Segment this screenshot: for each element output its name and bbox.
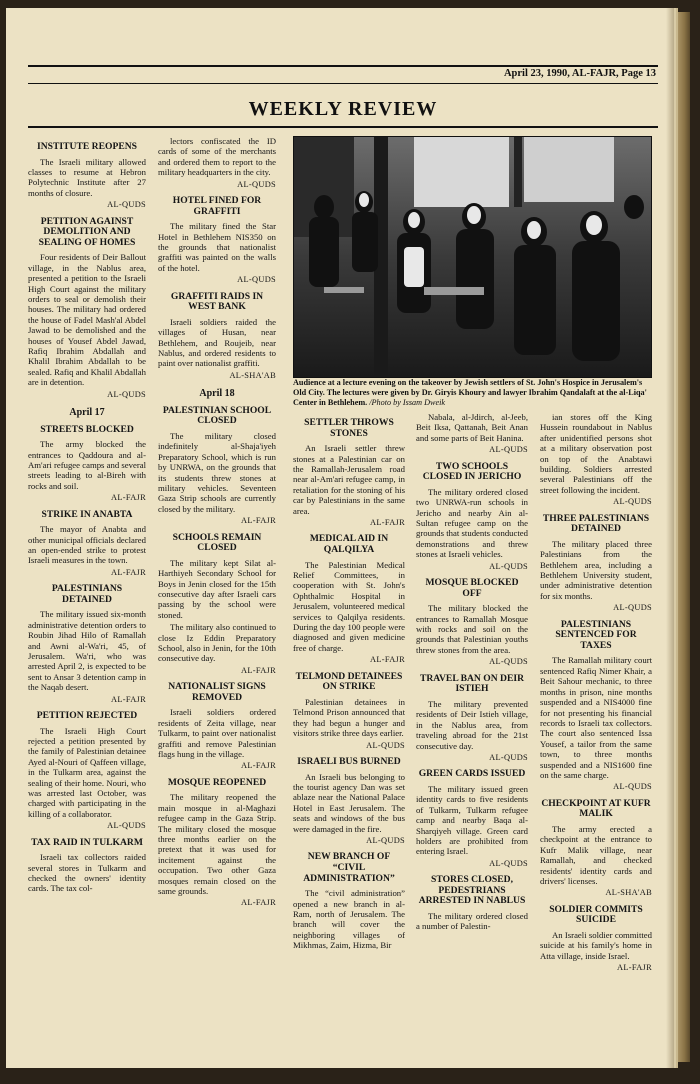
source-credit: AL-QUDS bbox=[366, 740, 405, 750]
article-text: Israeli tax collectors raided several stores in Tulkarm and checked the owners' identity cards. The tax col- bbox=[28, 852, 146, 894]
news-item bbox=[540, 412, 652, 508]
source-credit: AL-FAJR bbox=[111, 493, 146, 503]
source-credit: AL-QUDS bbox=[613, 782, 652, 792]
news-item bbox=[540, 620, 652, 793]
source-credit: AL-QUDS bbox=[366, 835, 405, 845]
source-credit: AL-QUDS bbox=[613, 497, 652, 507]
source-credit: AL-SHA'AB bbox=[605, 888, 652, 898]
lecture-photo bbox=[293, 136, 652, 378]
article-text: The army erected a checkpoint at the entrance to Kufr Malik village, near Ramallah, and checked residents' identity cards and drivers' licenses. bbox=[540, 823, 652, 886]
article-text: The army blocked the entrances to Qaddoura and al-Am'ari refugee camps and several streets leading to al-Bireh with rocks and soil. bbox=[28, 439, 146, 491]
news-item bbox=[28, 711, 146, 832]
news-item bbox=[416, 875, 528, 932]
article-text: An Israeli settler threw stones at a Palestinian car on the Ramallah-Jerusalem road near al-Am'ari refugee camp, in retaliation for the stoning of his car by Palestinians in the same area. bbox=[293, 443, 405, 516]
news-item bbox=[540, 514, 652, 614]
section-title: WEEKLY REVIEW bbox=[248, 98, 438, 120]
news-item bbox=[158, 778, 276, 909]
source-credit: AL-QUDS bbox=[107, 821, 146, 831]
news-item bbox=[293, 852, 405, 950]
news-item bbox=[28, 217, 146, 400]
source-credit: AL-QUDS bbox=[489, 752, 528, 762]
caption-text: Audience at a lecture evening on the takeover by Jewish settlers of St. John's Hospice in Jerusalem's Old City. The lectures were given by Dr. Giryis Khoury and lawyer Ibrahim Qandalaft at the al-Liqa' Center in Bethlehem. bbox=[293, 378, 647, 407]
article-text: The military reopened the main mosque in al-Maghazi refugee camp in the Gaza Strip. The military closed the mosque three months earlier on the pretext that it was used for incitement against the occupation. Two other Gaza mosques remain closed on the same grounds. bbox=[158, 792, 276, 897]
page-header: April 23, 1990, AL-FAJR, Page 13 bbox=[503, 68, 656, 79]
headline: GREEN CARDS ISSUED bbox=[418, 768, 526, 780]
headline: TELMOND DETAINEES ON STRIKE bbox=[295, 670, 403, 693]
news-item bbox=[158, 196, 276, 286]
source-credit: AL-QUDS bbox=[489, 858, 528, 868]
news-item bbox=[416, 769, 528, 869]
article-text: The mayor of Anabta and other municipal officials declared an open-ended strike to protest Israeli measures in the town. bbox=[28, 524, 146, 566]
headline: TWO SCHOOLS CLOSED IN JERICHO bbox=[422, 460, 522, 483]
newspaper-page bbox=[6, 8, 674, 1068]
source-credit: AL-FAJR bbox=[241, 516, 276, 526]
article-text: An Israeli soldier committed suicide at his family's home in Atta village, inside Israel. bbox=[540, 929, 652, 961]
top-rule bbox=[28, 65, 658, 67]
headline: HOTEL FINED FOR GRAFFITI bbox=[172, 195, 262, 217]
source-credit: AL-FAJR bbox=[617, 963, 652, 973]
headline: TRAVEL BAN ON DEIR ISTIEH bbox=[419, 672, 525, 695]
headline: PALESTINIANS SENTENCED FOR TAXES bbox=[555, 618, 637, 651]
article-text: The military closed indefinitely al-Shaja'iyeh Preparatory School, which is run by UNRWA, on the grounds that its students threw stones at military vehicles. Seventeen Gaza Strip schools are currently closed by the military. bbox=[158, 430, 276, 514]
news-item bbox=[28, 510, 146, 579]
headline: NATIONALIST SIGNS REMOVED bbox=[168, 681, 266, 703]
article-text: The military placed three Palestinians from the Bethlehem area, including a Bethlehem University student, under administrative detention for six months. bbox=[540, 538, 652, 601]
source-credit: AL-FAJR bbox=[111, 567, 146, 577]
headline: MOSQUE REOPENED bbox=[167, 776, 267, 788]
page-edge-shadow bbox=[666, 8, 674, 1068]
source-credit: AL-QUDS bbox=[613, 603, 652, 613]
headline: SCHOOLS REMAIN CLOSED bbox=[172, 531, 262, 554]
news-item bbox=[28, 838, 146, 894]
news-item bbox=[293, 418, 405, 528]
article-text: The military prevented residents of Deir Istieh village, in the Nablus area, from traveling abroad for the 21st consecutive day. bbox=[416, 698, 528, 751]
headline: MEDICAL AID IN QALQILYA bbox=[309, 533, 389, 556]
audience-photo-image bbox=[294, 137, 651, 377]
article-text: The military kept Silat al-Harthiyeh Secondary School for Boys in Jenin closed for the 15th consecutive day after Israeli cars passing by the school were stoned. bbox=[158, 557, 276, 620]
source-credit: AL-FAJR bbox=[241, 665, 276, 675]
news-item bbox=[28, 584, 146, 705]
binding-spine bbox=[676, 12, 690, 1062]
news-item bbox=[540, 799, 652, 899]
news-item bbox=[416, 578, 528, 668]
source-credit: AL-FAJR bbox=[241, 898, 276, 908]
article-text: Four residents of Deir Ballout village, in the Nablus area, presented a petition to the Israeli High Court against the military orders to seal or demolish their houses. The military had ordered the house of Fadel Mash'al Abdel Jawad to be demolished and the houses of Yousef Abdel Jawad, Rafiq Ibrahim Abdallah and Khalil Ibrahim Abdallah to be sealed. Rafiq and Khalil Abdallah are in detention. bbox=[28, 252, 146, 388]
news-item bbox=[158, 136, 276, 190]
headline: MOSQUE BLOCKED OFF bbox=[425, 577, 519, 599]
news-item bbox=[28, 142, 146, 211]
source-credit: AL-QUDS bbox=[489, 657, 528, 667]
news-item bbox=[158, 406, 276, 527]
source-credit: AL-FAJR bbox=[241, 761, 276, 771]
article-text: The Palestinian Medical Relief Committees, in cooperation with St. John's Ophthalmic Hospital in Jerusalem, volunteered medical services to Qalqilya residents. During the day 100 people were diagnosed and given medicine free of charge. bbox=[293, 559, 405, 653]
news-item bbox=[416, 462, 528, 572]
article-text: The Israeli High Court rejected a petition presented by the family of Palestinian detainee Ayed al-Nouri of Qaffeen village, in the Tulkarm area, against the sealing of their home. Nouri, who was arrested last October, was charged with participating in the killing of a collaborator. bbox=[28, 725, 146, 819]
news-item bbox=[158, 682, 276, 772]
source-credit: AL-FAJR bbox=[370, 655, 405, 665]
source-credit: AL-QUDS bbox=[107, 389, 146, 399]
article-text: Israeli soldiers raided the villages of Husan, near Bethlehem, and Roujeib, near Nablus, and ordered residents to paint over nationalist graffiti. bbox=[158, 316, 276, 369]
article-text: The military also continued to close Iz Eddin Preparatory School, also in Jenin, for the 10th consecutive day. bbox=[158, 622, 276, 664]
source-credit: AL-FAJR bbox=[370, 518, 405, 528]
article-text: The military fined the Star Hotel in Bethlehem NIS350 on the grounds that nationalist graffiti was painted on the walls of the hotel. bbox=[158, 221, 276, 273]
source-credit: AL-QUDS bbox=[237, 275, 276, 285]
source-credit: AL-SHA'AB bbox=[229, 370, 276, 380]
article-text: An Israeli bus belonging to the tourist agency Dan was set ablaze near the National Palace Hotel in East Jerusalem. The seats and windows of the bus were damaged in the fire. bbox=[293, 771, 405, 834]
photo-caption bbox=[293, 378, 650, 408]
headline: PETITION REJECTED bbox=[36, 710, 138, 721]
article-text: The military ordered closed two UNRWA-run schools in Jericho and nearby Ain al-Sultan refugee camp on the grounds that students conducted demonstrations and threw stones at Israeli vehicles. bbox=[416, 486, 528, 560]
source-credit: AL-QUDS bbox=[107, 200, 146, 210]
article-text: The Ramallah military court sentenced Rafiq Nimer Khair, a Beit Sahour mechanic, to three months in prison, nine months suspended and a NIS4000 fine for not presenting his financial records to Israeli tax collectors. The court also sentenced Issa Yousef, a tailor from the same town, to three months suspended and a NIS1600 fine on the same charge. bbox=[540, 655, 652, 780]
source-credit: AL-QUDS bbox=[489, 561, 528, 571]
headline: STRIKE IN ANABTA bbox=[41, 508, 133, 520]
news-item bbox=[540, 905, 652, 974]
source-credit: AL-QUDS bbox=[237, 179, 276, 189]
headline: NEW BRANCH OF “CIVIL ADMINISTRATION” bbox=[303, 851, 395, 884]
news-item bbox=[293, 672, 405, 751]
headline: CHECKPOINT AT KUFR MALIK bbox=[541, 797, 651, 820]
headline: SOLDIER COMMITS SUICIDE bbox=[549, 903, 643, 926]
photo-credit: /Photo by Issam Dweik bbox=[369, 398, 445, 407]
headline: SETTLER THROWS STONES bbox=[304, 417, 394, 439]
article-text: ian stores off the King Hussein roundabout in Nablus after unidentified persons shot at a military observation post on top of the Anabtawi building. Soldiers arrested several Palestinians off the street following the incident. bbox=[540, 412, 652, 495]
news-item bbox=[158, 533, 276, 677]
date-heading: April 18 bbox=[199, 388, 235, 400]
news-item bbox=[293, 757, 405, 846]
headline: STREETS BLOCKED bbox=[40, 423, 134, 435]
headline: ISRAELI BUS BURNED bbox=[297, 755, 401, 767]
column-2 bbox=[158, 136, 276, 913]
news-item bbox=[416, 674, 528, 764]
column-5 bbox=[540, 412, 652, 978]
headline: PETITION AGAINST DEMOLITION AND SEALING OF HOMES bbox=[38, 215, 136, 248]
headline: PALESTINIANS DETAINED bbox=[51, 583, 123, 605]
source-credit: AL-QUDS bbox=[489, 445, 528, 455]
headline: STORES CLOSED, PEDESTRIANS ARRESTED IN NABLUS bbox=[418, 874, 526, 907]
article-text: The “civil administration” opened a new branch in al-Ram, north of Jerusalem. The branch will cover the neighboring villages of Mikhmas, Zaim, Hizma, Bir bbox=[293, 888, 405, 951]
article-text: Nabala, al-Jdirch, al-Jeeb, Beit Iksa, Qattanah, Beit Anan and some parts of Beit Hanina. bbox=[416, 412, 528, 443]
article-text: Palestinian detainees in Telmond Prison announced that they had begun a hunger and visitors strike three days earlier. bbox=[293, 696, 405, 739]
title-rule bbox=[28, 126, 658, 128]
date-heading: April 17 bbox=[69, 407, 105, 419]
date-heading-block bbox=[158, 389, 276, 399]
source-credit: AL-FAJR bbox=[111, 694, 146, 704]
article-text: The Israeli military allowed classes to resume at Hebron Polytechnic Institute after 27 months of closure. bbox=[28, 156, 146, 198]
article-text: The military blocked the entrances to Ramallah Mosque with rocks and soil on the grounds that Palestinian youths threw stones from the area. bbox=[416, 603, 528, 655]
headline: INSTITUTE REOPENS bbox=[37, 141, 137, 152]
column-4 bbox=[416, 412, 528, 934]
news-item bbox=[28, 425, 146, 504]
date-heading-block bbox=[28, 408, 146, 418]
article-text: lectors confiscated the ID cards of some of the merchants and ordered them to report to the military headquarters in the city. bbox=[158, 136, 276, 178]
article-text: The military ordered closed a number of Palestin- bbox=[416, 910, 528, 932]
headline: PALESTINIAN SCHOOL CLOSED bbox=[162, 404, 272, 427]
headline: TAX RAID IN TULKARM bbox=[31, 836, 143, 848]
article-text: The military issued green identity cards to five residents of Tulkarm, Tulkarm refugee camp and nearby Baqa al-Sharqiyeh village. Green card holders are prohibited from entering Israel. bbox=[416, 783, 528, 857]
headline: THREE PALESTINIANS DETAINED bbox=[542, 512, 650, 535]
headline: GRAFFITI RAIDS IN WEST BANK bbox=[170, 290, 264, 313]
news-item bbox=[416, 412, 528, 456]
column-3 bbox=[293, 412, 405, 953]
header-rule bbox=[28, 83, 658, 84]
column-1 bbox=[28, 136, 146, 896]
article-text: Israeli soldiers ordered residents of Zeita village, near Tulkarm, to paint over nationalist graffiti and remove Palestinian flags hung in the village. bbox=[158, 707, 276, 759]
news-item bbox=[293, 534, 405, 665]
article-text: The military issued six-month administrative detention orders to Roubin Jihad Hilo of Ramallah and Awni al-Wa'ri, 45, of Jerusalem. Wa'ri, who was arrested April 2, is expected to be sent to Ansar 3 detention camp in the Naqab desert. bbox=[28, 609, 146, 693]
news-item bbox=[158, 292, 276, 382]
